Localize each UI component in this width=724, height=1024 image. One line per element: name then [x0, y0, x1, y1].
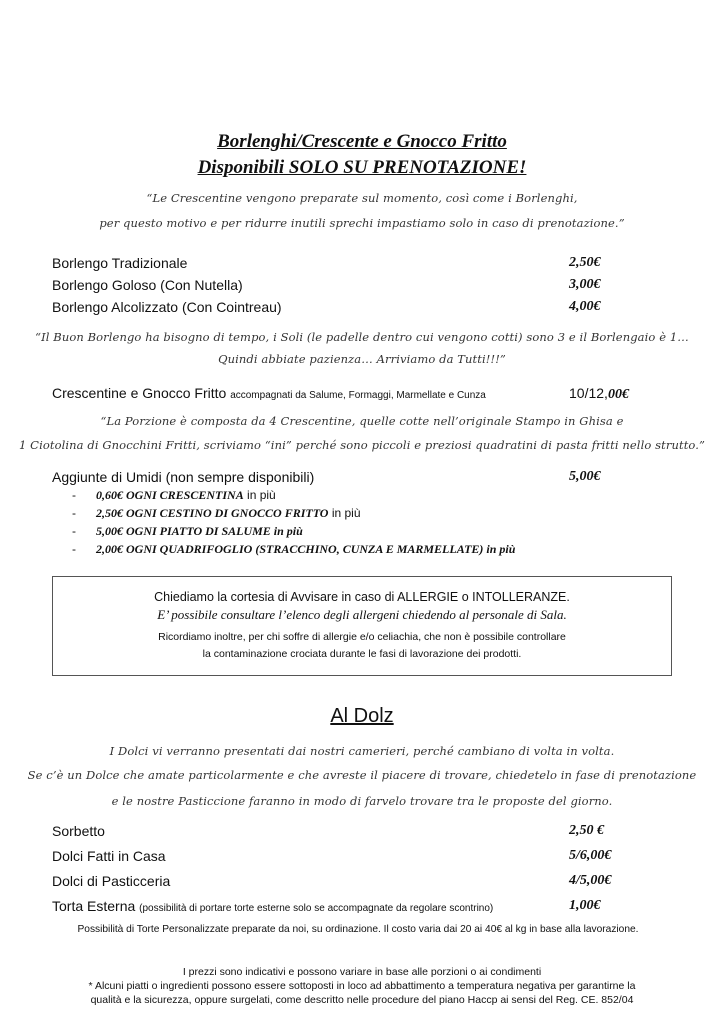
allergy-line1: Chiediamo la cortesia di Avvisare in caso di ALLERGIE o INTOLLERANZE. — [154, 590, 570, 604]
allergy-line3: Ricordiamo inoltre, per chi soffre di allergie e/o celiachia, che non è possibile controllare — [158, 631, 566, 643]
quote-porzione-line2: 1 Ciotolina di Gnocchini Fritti, scriviamo “ini” perché sono piccoli e preziosi quadratini di pasta fritti nello strutto.” — [19, 438, 705, 452]
list-bullet: - — [72, 524, 76, 538]
list-item-tail: in più — [328, 506, 361, 520]
menu-item-price: 4,00€ — [569, 299, 601, 314]
menu-item-note: accompagnati da Salume, Formaggi, Marmellate e Cunza — [230, 390, 486, 401]
menu-item-name: Dolci Fatti in Casa — [52, 848, 166, 864]
allergy-line2: E’ possibile consultare l’elenco degli allergeni chiedendo al personale di Sala. — [157, 607, 567, 622]
menu-item-price: 5/6,00€ — [569, 848, 612, 863]
quote-borlengo-line1: “Il Buon Borlengo ha bisogno di tempo, i Soli (le padelle dentro cui vengono cotti) sono 3 e il Borlengaio è 1… — [35, 330, 689, 344]
quote-dolci-line3: e le nostre Pasticcione faranno in modo di farvelo trovare tra le proposte del giorno. — [111, 794, 613, 808]
menu-item-price: 1,00€ — [569, 898, 601, 913]
menu-item-crescentine — [52, 385, 486, 401]
section-title-borlenghi: Borlenghi/Crescente e Gnocco Fritto — [217, 131, 507, 152]
list-item — [72, 506, 361, 521]
quote-borlengo-line2: Quindi abbiate pazienza… Arriviamo da Tutti!!!” — [218, 352, 506, 366]
price-prefix: 10/12, — [569, 385, 608, 401]
list-item — [72, 488, 276, 503]
quote-dolci-line1: I Dolci vi verranno presentati dai nostri camerieri, perché cambiano di volta in volta. — [109, 744, 615, 758]
menu-item-name: Sorbetto — [52, 823, 105, 839]
list-bullet: - — [72, 542, 76, 556]
footer-line3: qualità e la sicurezza, oppure surgelati, come descritto nelle procedure del piano Haccp ai sensi del Reg. CE. 852/04 — [90, 994, 634, 1006]
menu-item-price: 5,00€ — [569, 469, 601, 484]
menu-item-price: 2,50 € — [569, 823, 604, 838]
list-item-main: 5,00€ OGNI PIATTO DI SALUME in più — [96, 524, 303, 538]
menu-item-price: 4/5,00€ — [569, 873, 612, 888]
menu-item-name: Aggiunte di Umidi (non sempre disponibili) — [52, 469, 315, 485]
menu-item-name: Borlengo Goloso (Con Nutella) — [52, 277, 243, 293]
menu-item-name: Torta Esterna — [52, 898, 136, 914]
menu-item-torta-esterna — [52, 898, 493, 914]
section-subtitle-prenotazione — [0, 157, 724, 179]
quote-crescentine-line1: “Le Crescentine vengono preparate sul momento, così come i Borlenghi, — [146, 191, 578, 205]
footer-line1: I prezzi sono indicativi e possono variare in base alle porzioni o ai condimenti — [182, 966, 542, 978]
quote-crescentine-line2: per questo motivo e per ridurre inutili sprechi impastiamo solo in caso di prenotazione.” — [99, 216, 625, 230]
list-item-main: 2,00€ OGNI QUADRIFOGLIO (STRACCHINO, CUNZA E MARMELLATE) in più — [96, 542, 516, 556]
section-title-dolci: Al Dolz — [330, 705, 394, 727]
menu-item-price — [569, 385, 629, 403]
menu-item-name: Crescentine e Gnocco Fritto — [52, 385, 227, 401]
list-item — [72, 524, 303, 539]
list-item-main: 2,50€ OGNI CESTINO DI GNOCCO FRITTO — [96, 506, 329, 520]
quote-dolci-line2: Se c’è un Dolce che amate particolarmente e che avreste il piacere di trovare, chiedetelo in fase di prenotazione — [27, 768, 697, 782]
footer-line2: * Alcuni piatti o ingredienti possono essere sottoposti in loco ad abbattimento a temperatura negativa per garantirne la — [88, 980, 636, 992]
custom-cake-note: Possibilità di Torte Personalizzate preparate da noi, su ordinazione. Il costo varia dai 20 ai 40€ al kg in base alla lavorazione. — [77, 924, 639, 935]
list-item-tail: in più — [243, 488, 276, 502]
subtitle-text: Disponibili SOLO SU PRENOTAZIONE! — [197, 157, 527, 178]
list-item-main: 0,60€ OGNI CRESCENTINA — [96, 488, 244, 502]
allergy-line4: la contaminazione crociata durante le fasi di lavorazione dei prodotti. — [202, 648, 522, 660]
menu-item-name: Borlengo Tradizionale — [52, 255, 188, 271]
menu-item-name: Dolci di Pasticceria — [52, 873, 171, 889]
list-bullet: - — [72, 506, 76, 520]
list-bullet: - — [72, 488, 76, 502]
menu-item-price: 2,50€ — [569, 255, 601, 270]
list-item — [72, 542, 515, 557]
menu-item-name: Borlengo Alcolizzato (Con Cointreau) — [52, 299, 282, 315]
menu-item-price: 3,00€ — [569, 277, 601, 292]
price-suffix: 00€ — [607, 387, 629, 402]
quote-porzione-line1: “La Porzione è composta da 4 Crescentine, quelle cotte nell’originale Stampo in Ghisa e — [100, 414, 624, 428]
menu-item-note: (possibilità di portare torte esterne solo se accompagnate da regolare scontrino) — [139, 903, 494, 914]
